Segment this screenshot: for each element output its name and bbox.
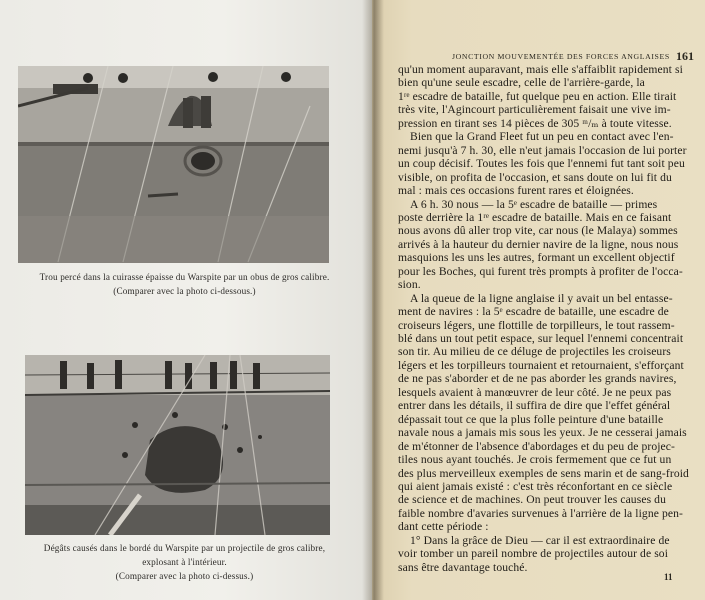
page-number: 161 bbox=[676, 49, 694, 63]
body-text-line: poste derrière la 1ʳᵉ escadre de bataille. Mais en ce faisant bbox=[398, 210, 672, 224]
body-text-line: ment de navires : la 5ᵉ escadre de bataille, une escadre de bbox=[398, 305, 669, 319]
photo1-caption-note: (Comparer avec la photo ci-dessous.) bbox=[113, 286, 256, 296]
body-text-line: faible nombre d'avaries survenues à l'arrière de la ligne pen- bbox=[398, 506, 683, 520]
body-text-line: son tir. Au milieu de ce déluge de projectiles les croiseurs bbox=[398, 345, 671, 359]
body-text-line: pour les Boches, qui furent très prompts à profiter de l'occa- bbox=[398, 264, 683, 278]
body-text-line: nous avons dû aller trop vite, car nous (le Malaya) sommes bbox=[398, 224, 678, 238]
body-text-line: très vite, l'Agincourt particulièrement faisait une vive im- bbox=[398, 103, 671, 117]
body-text-line: pression en tirant ses 14 pièces de 305 ᵐ/ₘ à toute vitesse. bbox=[398, 116, 672, 130]
photo2-caption: Dégâts causés dans le bordé du Warspite par un projectile de gros calibre, bbox=[43, 543, 326, 553]
warspite-hull-damage-image bbox=[25, 355, 330, 535]
running-head: JONCTION MOUVEMENTÉE DES FORCES ANGLAISES bbox=[452, 52, 670, 61]
body-text-line: bien qu'une seule escadre, celle de l'arrière-garde, la bbox=[398, 76, 645, 90]
body-text-line: A la queue de la ligne anglaise il y avait un bel entasse- bbox=[410, 291, 673, 305]
book-gutter bbox=[362, 0, 384, 600]
body-text-line: mal : mais ces occasions furent rares et éloignées. bbox=[398, 184, 634, 198]
body-text-line: de science et de machines. On peut trouver les causes du bbox=[398, 493, 666, 507]
photo1-caption: Trou percé dans la cuirasse épaisse du Warspite par un obus de gros calibre. bbox=[39, 272, 330, 282]
signature-mark: 11 bbox=[664, 572, 673, 582]
body-text-line: légers et les torpilleurs tournaient et retournaient, s'efforçant bbox=[398, 358, 684, 372]
body-text-line: 1ʳᵉ escadre de bataille, fut quelque peu en action. Elle tirait bbox=[398, 89, 677, 103]
body-text-line: voir tomber un pareil nombre de projectiles autour de soi bbox=[398, 547, 669, 561]
body-text-line: qui aient jamais existé : c'est très réconfortant en ce siècle bbox=[398, 479, 673, 493]
body-text-line: nemi jusqu'à 7 h. 30, elle n'eut jamais l'occasion de lui porter bbox=[398, 143, 687, 157]
warspite-armor-hole-image bbox=[18, 66, 329, 263]
body-text-line: blé dans un tout petit espace, sur lequel l'ennemi concentrait bbox=[398, 332, 684, 345]
body-text-line: navale nous a jamais mis sous les yeux. Je ne cesserai jamais bbox=[398, 426, 687, 440]
body-text-line: qu'un moment auparavant, mais elle s'affaiblit rapidement si bbox=[398, 63, 683, 76]
body-text-line: un coup décisif. Toutes les fois que l'ennemi fut tant soit peu bbox=[398, 157, 685, 171]
warspite-armor-hole-photo bbox=[18, 66, 329, 263]
body-text-line: de ne pas s'aborder et de ne pas aborder les grands navires, bbox=[398, 372, 677, 386]
body-text-line: sans être davantage touché. bbox=[398, 560, 528, 574]
body-text-line: 1° Dans la grâce de Dieu — car il est extraordinaire de bbox=[410, 533, 670, 547]
body-text-line: lesquels avaient à manœuvrer de leur côté. Je ne peux pas bbox=[398, 385, 672, 399]
body-text-line: masquions les uns les autres, formant un excellent objectif bbox=[398, 251, 675, 265]
body-text-line: de m'étonner de l'absence d'abordages et du peu de projec- bbox=[398, 439, 675, 453]
body-text-line: Bien que la Grand Fleet fut un peu en contact avec l'en- bbox=[410, 130, 674, 144]
body-text-line: croiseurs légers, une flottille de torpilleurs, le tout rassem- bbox=[398, 318, 675, 332]
body-text-line: sion. bbox=[398, 278, 421, 292]
body-text-line: tiles nous ayant touchés. Je crois fermement que ce fut un bbox=[398, 453, 672, 467]
photo2-caption-note: (Comparer avec la photo ci-dessus.) bbox=[115, 571, 254, 581]
body-text-line: dépassait tout ce que la plus folle peinture d'une bataille bbox=[398, 412, 664, 426]
body-text-line: visible, on profita de l'occasion, et sans doute on lui fit du bbox=[398, 170, 672, 184]
body-text-line: A 6 h. 30 nous — la 5ᵉ escadre de bataille — primes bbox=[410, 197, 658, 211]
warspite-hull-damage-photo bbox=[25, 355, 330, 535]
photo2-caption-continued: explosant à l'intérieur. bbox=[142, 557, 227, 567]
body-text-line: dant cette période : bbox=[398, 520, 489, 534]
body-text-line: entrer dans les détails, il suffira de dire que l'effet général bbox=[398, 399, 671, 413]
body-text-line: des plus merveilleux exemples de sens marin et de sang-froid bbox=[398, 466, 689, 480]
body-text-line: arrivés à la hauteur du dernier navire de la ligne, nous nous bbox=[398, 237, 679, 251]
